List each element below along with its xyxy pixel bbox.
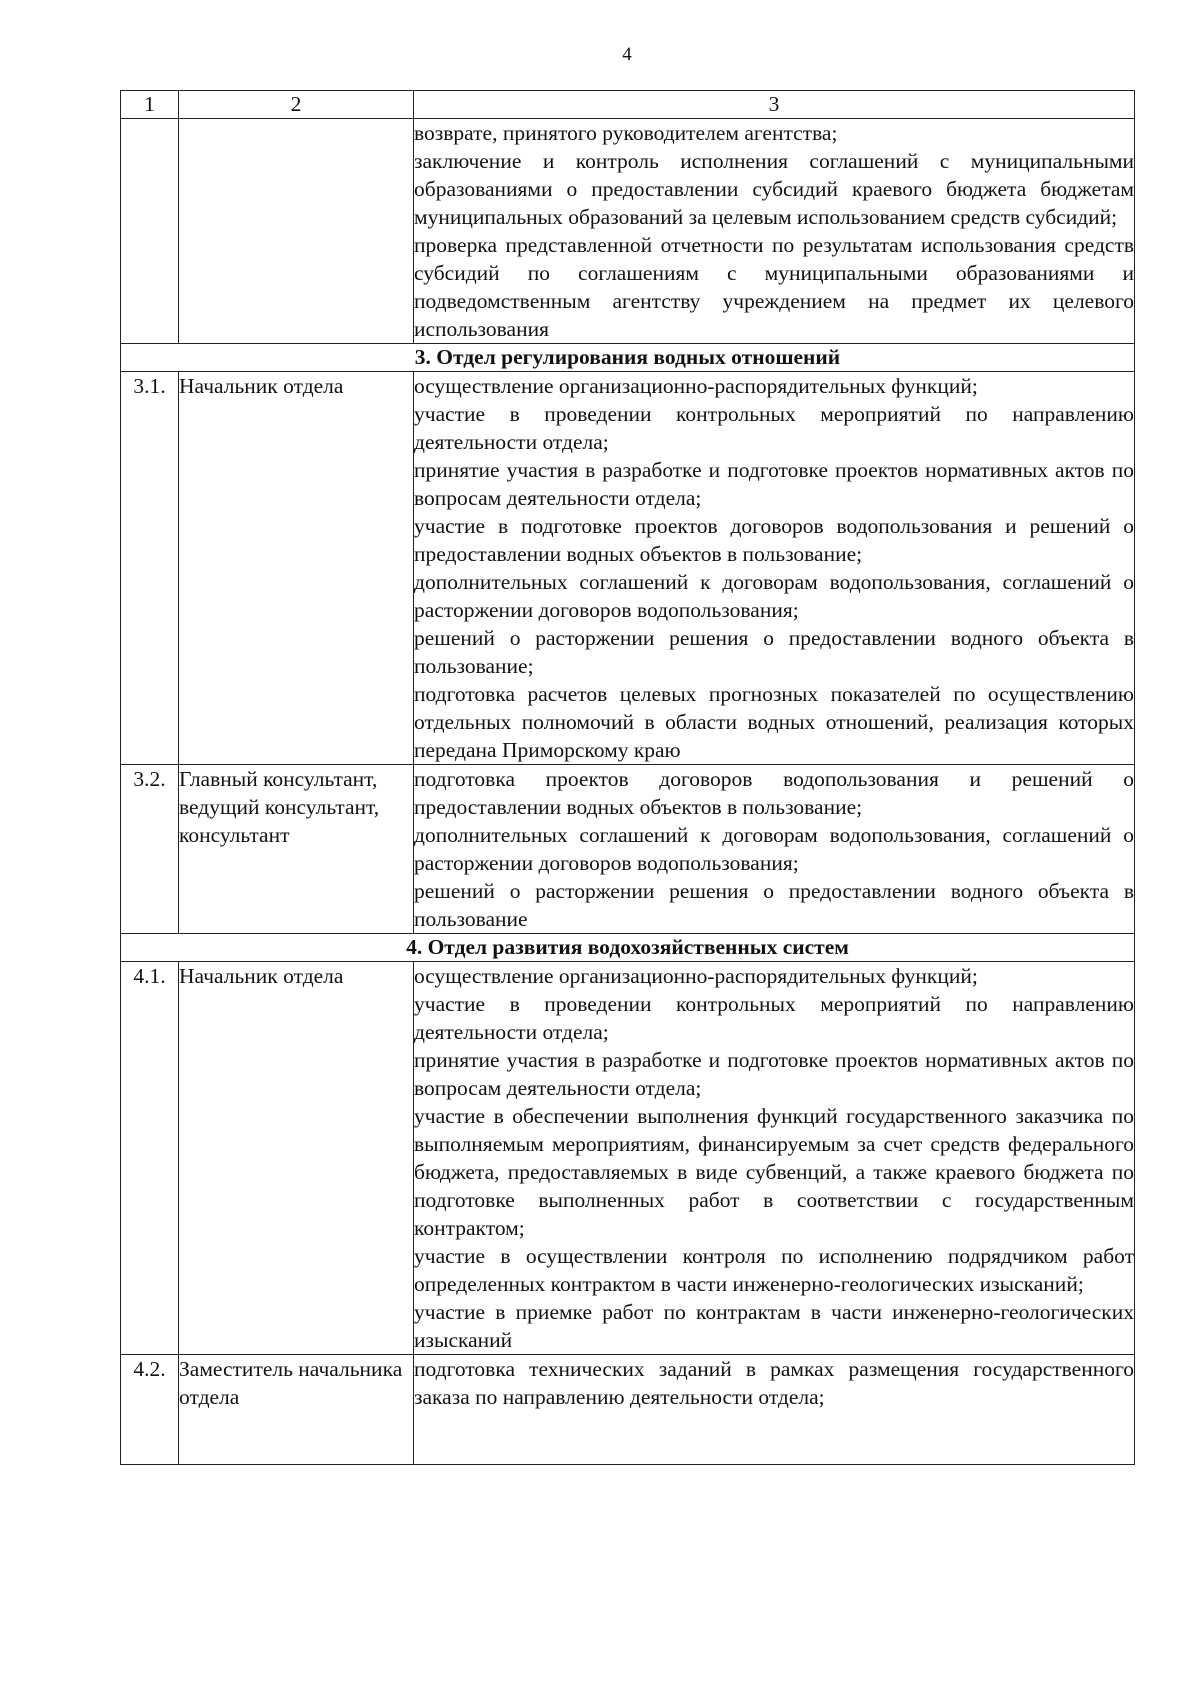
- position-title: Заместитель начальника отдела: [179, 1355, 414, 1465]
- duty-line: участие в обеспечении выполнения функций государственного заказчика по выполняемым мероприятиям, финансируемым за счет средств федерального бюджета, предоставляемых в виде субвенций, а также краевого бюджета по подготовке выполненных работ в соответствии с государственным контрактом;: [414, 1104, 1134, 1240]
- position-title: Начальник отдела: [179, 962, 414, 1355]
- column-header-3: 3: [414, 91, 1135, 119]
- position-title: Начальник отдела: [179, 372, 414, 765]
- duties-cell: [414, 962, 1135, 1355]
- duties-cell: [414, 765, 1135, 934]
- duty-line: участие в подготовке проектов договоров водопользования и решений о предоставлении водных объектов в пользование;: [414, 514, 1134, 566]
- duty-line: решений о расторжении решения о предоставлении водного объекта в пользование;: [414, 626, 1134, 678]
- duty-line: подготовка технических заданий в рамках размещения государственного заказа по направлению деятельности отдела;: [414, 1357, 1134, 1409]
- duty-line: подготовка проектов договоров водопользования и решений о предоставлении водных объектов в пользование;: [414, 767, 1134, 819]
- duty-line: осуществление организационно-распорядительных функций;: [414, 964, 978, 988]
- duty-line: проверка представленной отчетности по результатам использования средств субсидий по соглашениям с муниципальными образованиями и подведомственным агентству учреждением на предмет их целевого использования: [414, 233, 1134, 341]
- duty-line: решений о расторжении решения о предоставлении водного объекта в пользование: [414, 879, 1134, 931]
- duty-line: подготовка расчетов целевых прогнозных показателей по осуществлению отдельных полномочий в области водных отношений, реализация которых передана Приморскому краю: [414, 682, 1134, 762]
- duty-line: принятие участия в разработке и подготовке проектов нормативных актов по вопросам деятельности отдела;: [414, 1048, 1134, 1100]
- table-row: [121, 1355, 1135, 1465]
- page-number: 4: [622, 44, 632, 65]
- duty-line: участие в проведении контрольных мероприятий по направлению деятельности отдела;: [414, 402, 1134, 454]
- position-title: Главный консультант, ведущий консультант, консультант: [179, 765, 414, 934]
- duty-line: осуществление организационно-распорядительных функций;: [414, 374, 978, 398]
- table-row: [121, 765, 1135, 934]
- duty-line: заключение и контроль исполнения соглашений с муниципальными образованиями о предоставлении субсидий краевого бюджета бюджетам муниципальных образований за целевым использованием средств субсидий;: [414, 149, 1134, 229]
- duty-line: участие в осуществлении контроля по исполнению подрядчиком работ определенных контрактом в части инженерно-геологических изысканий;: [414, 1244, 1134, 1296]
- header-row: [121, 91, 1135, 119]
- section-heading-row: [121, 344, 1135, 372]
- row-number: 3.2.: [121, 765, 179, 934]
- duties-table: [120, 90, 1135, 1465]
- column-header-2: 2: [179, 91, 414, 119]
- duty-line: участие в приемке работ по контрактам в части инженерно-геологических изысканий: [414, 1300, 1134, 1352]
- duty-line: участие в проведении контрольных мероприятий по направлению деятельности отдела;: [414, 992, 1134, 1044]
- duty-line: дополнительных соглашений к договорам водопользования, соглашений о расторжении договоров водопользования;: [414, 823, 1134, 875]
- row-number: 4.1.: [121, 962, 179, 1355]
- table-row: [121, 962, 1135, 1355]
- row-number: 4.2.: [121, 1355, 179, 1465]
- column-header-1: 1: [121, 91, 179, 119]
- empty-number-cell: [121, 119, 179, 344]
- section-4-title: 4. Отдел развития водохозяйственных систем: [121, 934, 1135, 962]
- section-heading-row: [121, 934, 1135, 962]
- duty-line: принятие участия в разработке и подготовке проектов нормативных актов по вопросам деятельности отдела;: [414, 458, 1134, 510]
- duties-cell: [414, 1355, 1135, 1465]
- row-number: 3.1.: [121, 372, 179, 765]
- continuation-row: [121, 119, 1135, 344]
- empty-position-cell: [179, 119, 414, 344]
- duty-line: дополнительных соглашений к договорам водопользования, соглашений о расторжении договоров водопользования;: [414, 570, 1134, 622]
- table-row: [121, 372, 1135, 765]
- duties-cell: [414, 372, 1135, 765]
- section-3-title: 3. Отдел регулирования водных отношений: [121, 344, 1135, 372]
- duty-line: возврате, принятого руководителем агентства;: [414, 121, 838, 145]
- continuation-duties: [414, 119, 1135, 344]
